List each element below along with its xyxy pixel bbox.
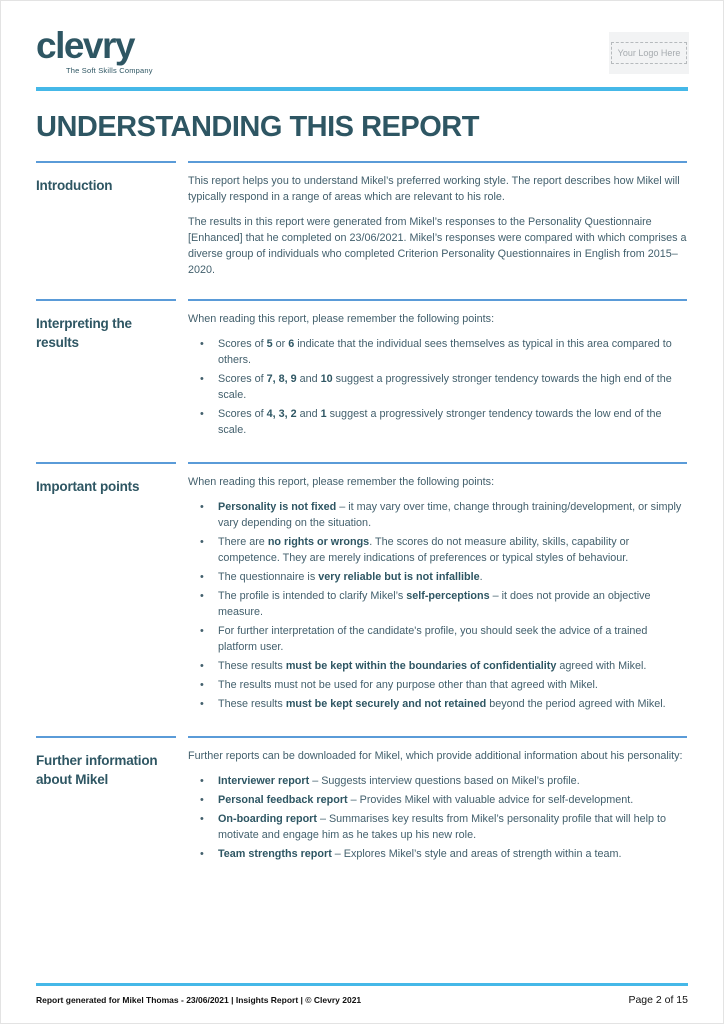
footer-row: [36, 994, 688, 1006]
section-rule: [36, 462, 176, 464]
section-paragraph: The results in this report were generated from Mikel’s responses to the Personality Questionnaire [Enhanced] that he completed on 23/06/2021. Mikel’s responses were compared with which comprises a diverse group of individuals who completed Criterion Personality Questionnaires in English from 2015–2020.: [188, 216, 687, 276]
section-content-column: [188, 736, 687, 865]
section-bullet-list: [188, 773, 687, 862]
section-content-column: [188, 462, 687, 715]
client-logo-placeholder-label: Your Logo Here: [611, 42, 688, 64]
section-heading: Important points: [36, 479, 140, 494]
footer-page-number: Page 2 of 15: [628, 994, 688, 1006]
bullet-item: • Scores of 7, 8, 9 and 10 suggest a progressively stronger tendency towards the high end of the scale.: [188, 371, 687, 403]
section-body: [188, 173, 687, 278]
bullet-item: • Personal feedback report – Provides Mikel with valuable advice for self-development.: [188, 792, 687, 808]
section-rule: [188, 299, 687, 301]
bullet-item: • Scores of 4, 3, 2 and 1 suggest a progressively stronger tendency towards the low end of the scale.: [188, 406, 687, 438]
section-rule: [188, 462, 687, 464]
section-body: [188, 748, 687, 862]
section-bullet-list: [188, 499, 687, 712]
clevry-logo: [36, 27, 688, 75]
section-heading-column: [36, 299, 176, 441]
clevry-logo-tagline: The Soft Skills Company: [66, 66, 153, 75]
section-paragraph: Further reports can be downloaded for Mikel, which provide additional information about his personality:: [188, 750, 683, 762]
bullet-item: • On-boarding report – Summarises key results from Mikel’s personality profile that will help to motivate and engage him as he takes up his new role.: [188, 811, 687, 843]
bullet-item: • The results must not be used for any purpose other than that agreed with Mikel.: [188, 677, 687, 693]
section-body: [188, 311, 687, 438]
section-rule: [36, 736, 176, 738]
bullet-item: • The profile is intended to clarify Mikel’s self-perceptions – it does not provide an objective measure.: [188, 588, 687, 620]
bullet-item: • For further interpretation of the candidate's profile, you should seek the advice of a trained platform user.: [188, 623, 687, 655]
section-paragraph: When reading this report, please remember the following points:: [188, 313, 495, 325]
report-section: [36, 299, 687, 441]
footer-report-info: Report generated for Mikel Thomas - 23/06/2021 | Insights Report | © Clevry 2021: [36, 995, 362, 1005]
section-heading-column: [36, 161, 176, 278]
section-heading-column: [36, 462, 176, 715]
section-paragraph: This report helps you to understand Mikel’s preferred working style. The report describes how Mikel will typically respond in a range of areas which are relevant to his role.: [188, 175, 680, 203]
section-heading-column: [36, 736, 176, 865]
section-rule: [36, 161, 176, 163]
section-bullet-list: [188, 336, 687, 438]
sections: [36, 161, 687, 886]
section-content-column: [188, 299, 687, 441]
page-footer: [36, 983, 688, 1006]
page-title: UNDERSTANDING THIS REPORT: [36, 111, 479, 143]
footer-divider: [36, 983, 688, 986]
section-heading: Further information about Mikel: [36, 753, 158, 787]
bullet-item: • These results must be kept securely and not retained beyond the period agreed with Mikel.: [188, 696, 687, 712]
section-body: [188, 474, 687, 712]
bullet-item: • Team strengths report – Explores Mikel’s style and areas of strength within a team.: [188, 846, 687, 862]
section-rule: [36, 299, 176, 301]
clevry-logo-wordmark: clevry: [36, 25, 134, 66]
bullet-item: • Scores of 5 or 6 indicate that the individual sees themselves as typical in this area compared to others.: [188, 336, 687, 368]
client-logo-placeholder: [609, 32, 689, 74]
report-section: [36, 161, 687, 278]
report-section: [36, 736, 687, 865]
section-rule: [188, 736, 687, 738]
bullet-item: • Interviewer report – Suggests interview questions based on Mikel’s profile.: [188, 773, 687, 789]
section-heading: Interpreting the results: [36, 316, 132, 350]
section-heading: Introduction: [36, 178, 113, 193]
page-header: [36, 27, 688, 79]
bullet-item: • These results must be kept within the boundaries of confidentiality agreed with Mikel.: [188, 658, 687, 674]
report-section: [36, 462, 687, 715]
bullet-item: • The questionnaire is very reliable but is not infallible.: [188, 569, 687, 585]
section-rule: [188, 161, 687, 163]
bullet-item: • Personality is not fixed – it may vary over time, change through training/development, or simply vary depending on the situation.: [188, 499, 687, 531]
section-content-column: [188, 161, 687, 278]
bullet-item: • There are no rights or wrongs. The scores do not measure ability, skills, capability or competence. They are merely indications of preferences or typical styles of behaviour.: [188, 534, 687, 566]
section-paragraph: When reading this report, please remember the following points:: [188, 476, 495, 488]
header-divider: [36, 87, 688, 91]
